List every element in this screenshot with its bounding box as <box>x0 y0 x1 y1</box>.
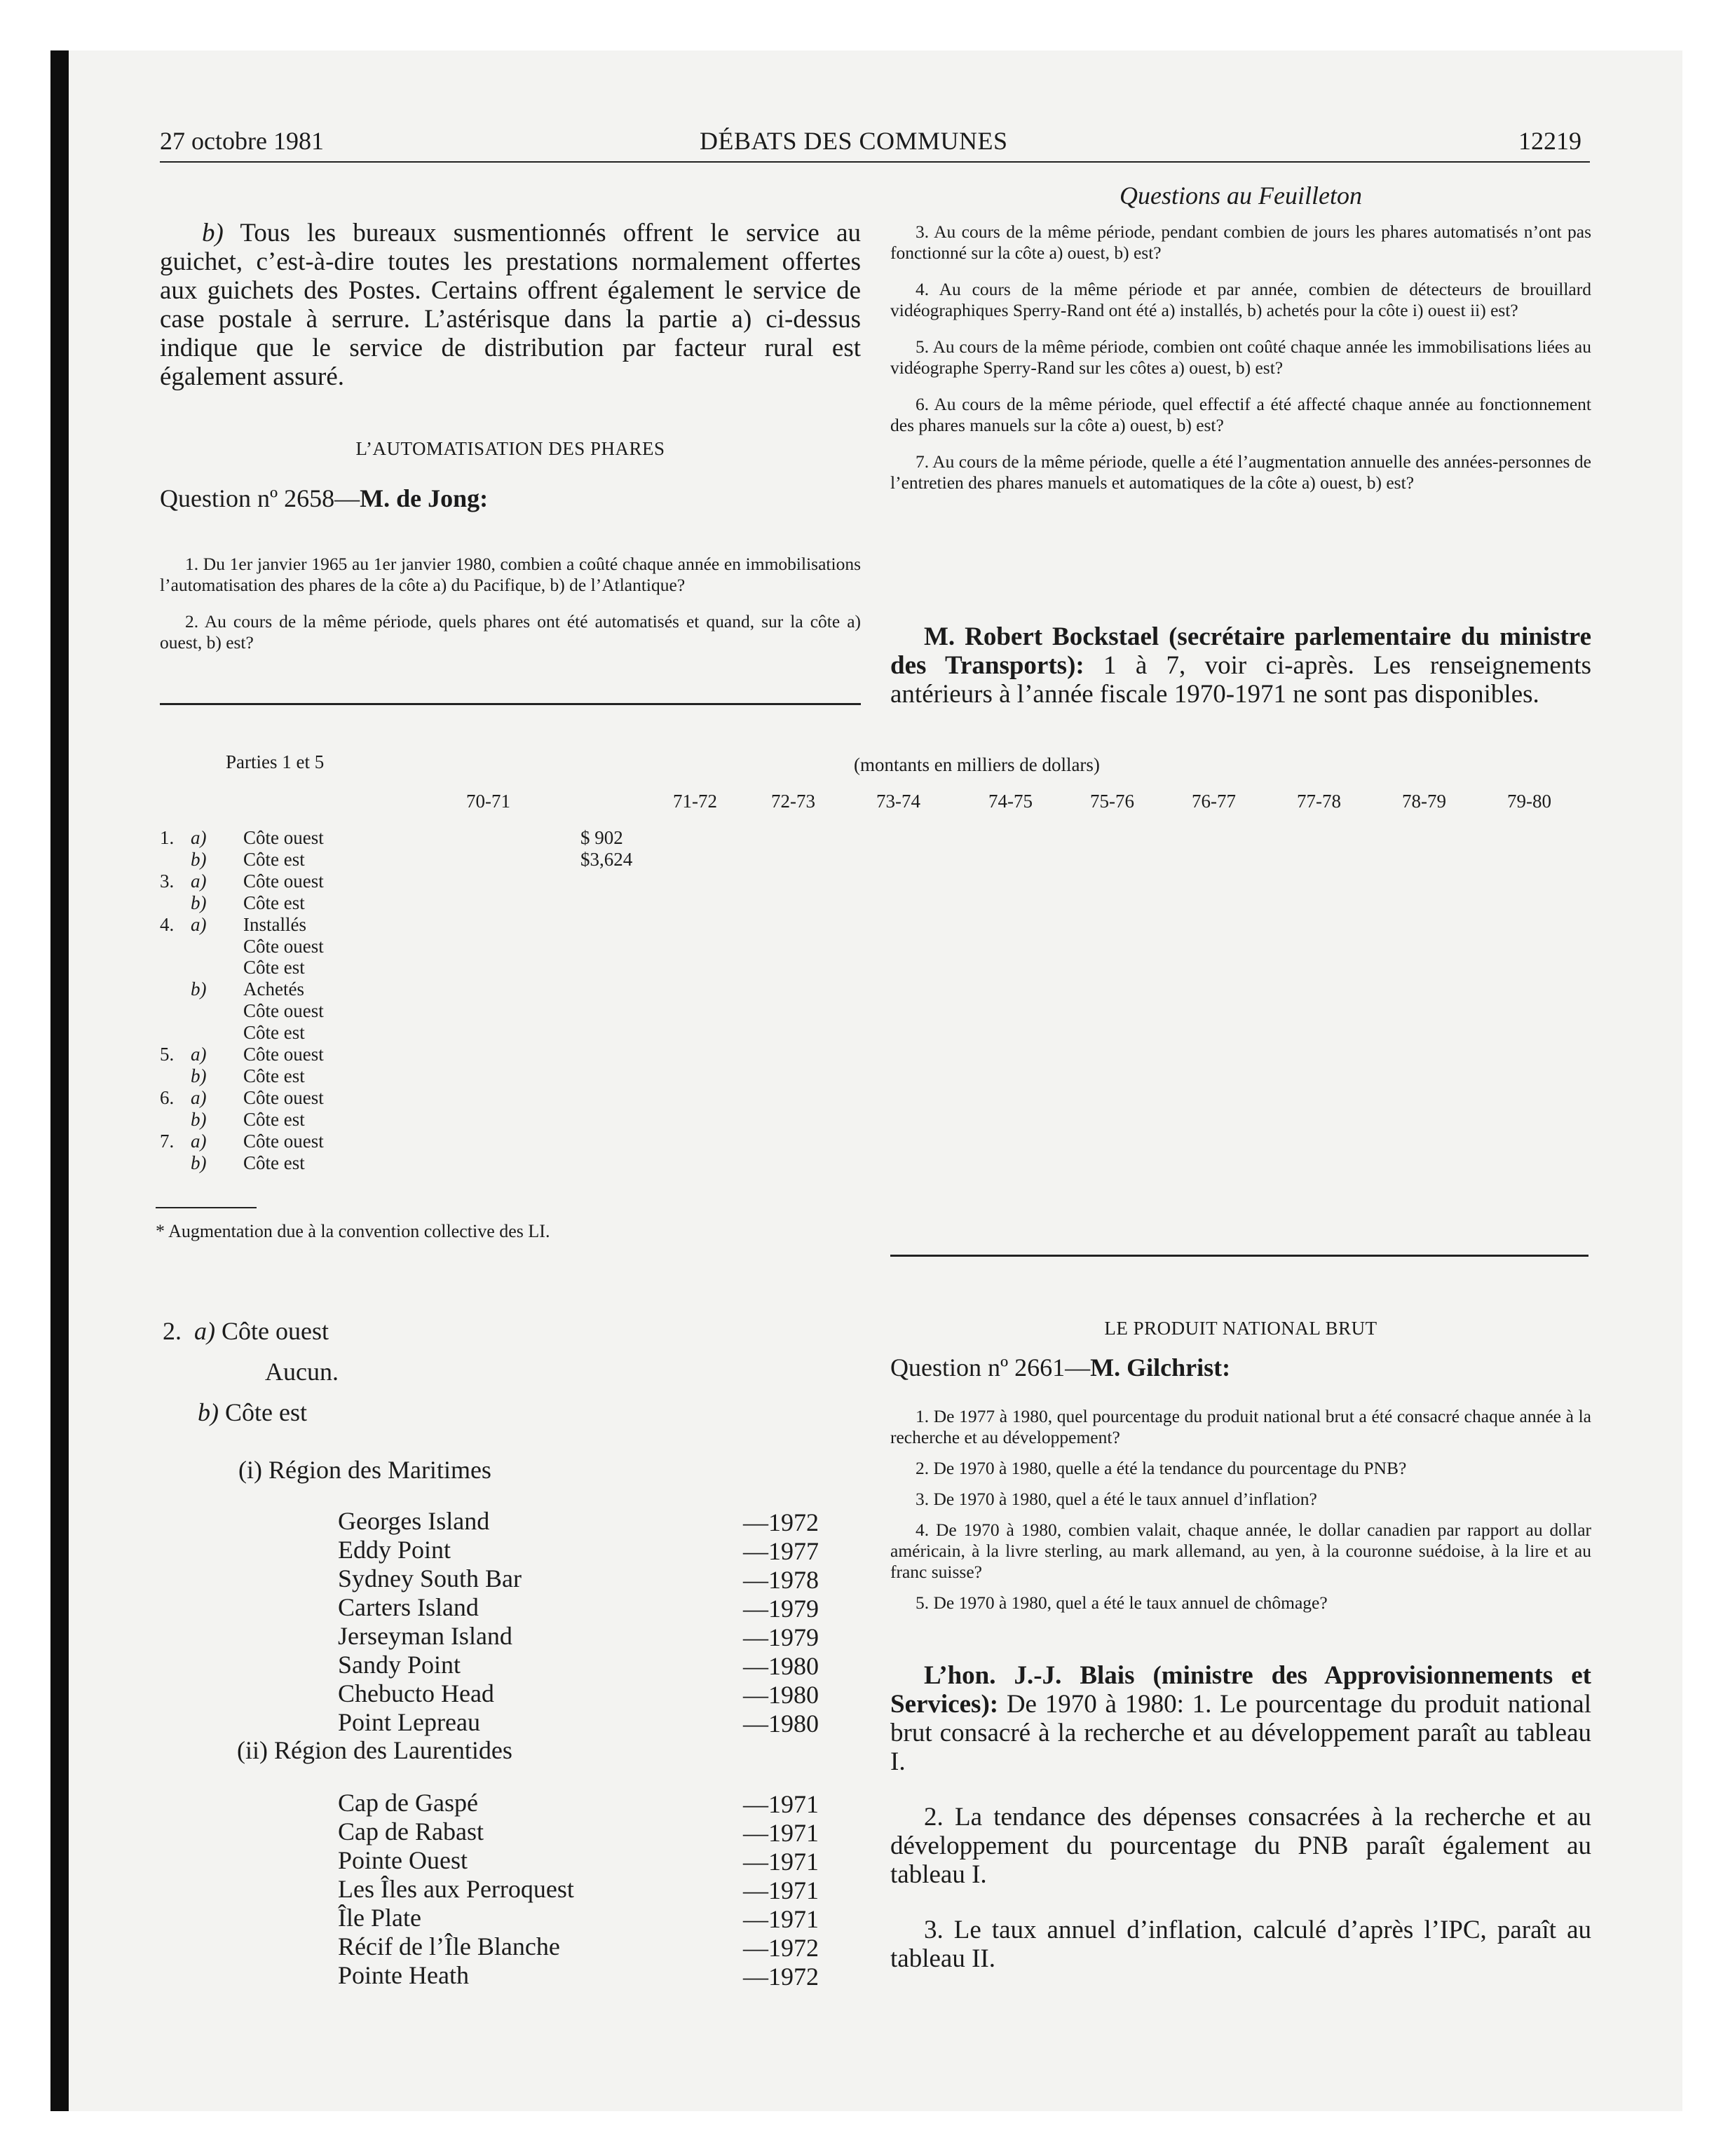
table-row-label: Côte est <box>243 892 305 913</box>
left-column-rule <box>160 703 861 705</box>
gnp-question-1: 1. De 1977 à 1980, quel pourcentage du produit national brut a été consacré chaque année à la recherche et au développement? <box>890 1406 1591 1447</box>
answer-2-number: 2. <box>163 1317 182 1345</box>
table-row-sub: a) <box>191 827 207 848</box>
lighthouse-name: Eddy Point <box>338 1536 451 1564</box>
region-laurentides-heading: (ii) Région des Laurentides <box>237 1736 512 1764</box>
question-2658-label: Question nº 2658— <box>160 484 360 512</box>
question-2661-label: Question nº 2661— <box>890 1353 1091 1381</box>
answer-blais <box>890 1661 1591 1973</box>
lighthouse-year: —1978 <box>743 1566 819 1594</box>
lighthouse-name: Jerseyman Island <box>338 1622 512 1650</box>
table-row-label: Côte ouest <box>243 870 324 892</box>
table-row-sub: a) <box>191 870 207 892</box>
lighthouse-year: —1980 <box>743 1652 819 1680</box>
lighthouse-year: —1980 <box>743 1681 819 1709</box>
table-row-label: Côte est <box>243 1022 305 1044</box>
table-year-header: 74-75 <box>988 791 1033 812</box>
answer-2a-label: a) <box>194 1317 215 1345</box>
question-item-5: 5. Au cours de la même période, combien ont coûté chaque année les immobilisations liées au vidéographe Sperry-Rand sur les côtes a) ouest, b) est? <box>890 336 1591 378</box>
lighthouse-name: Les Îles aux Perroquest <box>338 1875 574 1903</box>
lighthouse-name: Georges Island <box>338 1507 490 1535</box>
answer-blais-speaker: L’hon. J.-J. Blais (ministre des Approvisionnements et Services): <box>890 1661 1591 1719</box>
table-row-sub: a) <box>191 1044 207 1065</box>
lighthouse-year: —1971 <box>743 1905 819 1933</box>
gnp-question-5: 5. De 1970 à 1980, quel a été le taux annuel de chômage? <box>916 1592 1328 1613</box>
answer-2b-label: b) <box>198 1398 219 1426</box>
table-row-number: 1. <box>160 827 175 848</box>
question-item-6: 6. Au cours de la même période, quel effectif a été affecté chaque année au fonctionnement des phares manuels sur la côte a) ouest, b) est? <box>890 394 1591 435</box>
table-footnote: * Augmentation due à la convention collective des LI. <box>156 1221 550 1241</box>
table-year-header: 77-78 <box>1297 791 1341 812</box>
answer-blais-text-1: De 1970 à 1980: 1. Le pourcentage du produit national brut consacré à la recherche et au développement paraît au tableau I. <box>890 1690 1591 1776</box>
table-year-header: 79-80 <box>1507 791 1551 812</box>
answer-2b-title: Côte est <box>225 1398 307 1426</box>
lighthouse-name: Île Plate <box>338 1904 421 1932</box>
table-row-sub: a) <box>191 1130 207 1152</box>
table-row-label: Côte est <box>243 848 305 870</box>
region-maritimes-heading: (i) Région des Maritimes <box>238 1456 491 1484</box>
table-row-label: Côte ouest <box>243 935 324 957</box>
lighthouse-name: Récif de l’Île Blanche <box>338 1932 560 1960</box>
table-year-header: 72-73 <box>771 791 815 812</box>
table-row-sub: a) <box>191 1086 207 1108</box>
table-row-sub: b) <box>191 1108 207 1130</box>
table-cell-70-71-dollars: $ 902 <box>580 827 623 848</box>
lighthouse-name: Chebucto Head <box>338 1679 494 1707</box>
lighthouse-year: —1972 <box>743 1934 819 1962</box>
table-year-header: 73-74 <box>876 791 920 812</box>
gnp-question-3: 3. De 1970 à 1980, quel a été le taux annuel d’inflation? <box>916 1489 1317 1509</box>
running-title: Questions au Feuilleton <box>1120 182 1362 210</box>
table-parts-label: Parties 1 et 5 <box>226 751 325 772</box>
table-units-label: (montants en milliers de dollars) <box>854 754 1100 775</box>
table-row-sub: a) <box>191 913 207 935</box>
table-row-number: 7. <box>160 1130 175 1152</box>
lighthouse-name: Pointe Heath <box>338 1961 469 1989</box>
table-row-label: Achetés <box>243 978 304 1000</box>
lighthouse-name: Carters Island <box>338 1593 479 1621</box>
table-row-label: Côte est <box>243 1065 305 1086</box>
table-cell-70-71-dollars: $3,624 <box>580 848 633 870</box>
lighthouse-name: Cap de Rabast <box>338 1817 484 1845</box>
answer-2-heading <box>163 1316 329 1346</box>
question-2658-item-1: 1. Du 1er janvier 1965 au 1er janvier 1980, combien a coûté chaque année en immobilisations l’automatisation des phares de la côte a) du Pacifique, b) de l’Atlantique? <box>160 554 861 595</box>
lighthouse-year: —1977 <box>743 1537 819 1565</box>
lighthouse-name: Point Lepreau <box>338 1708 480 1736</box>
table-year-header: 70-71 <box>466 791 510 812</box>
table-row-sub: b) <box>191 892 207 913</box>
table-year-header: 75-76 <box>1090 791 1134 812</box>
table-year-header: 71-72 <box>673 791 717 812</box>
lighthouse-name: Pointe Ouest <box>338 1846 468 1874</box>
question-item-4: 4. Au cours de la même période et par année, combien de détecteurs de brouillard vidéographiques Sperry-Rand ont été a) installés, b) achetés pour la côte i) ouest ii) est? <box>890 279 1591 320</box>
table-row-number: 4. <box>160 913 175 935</box>
header-page-number: 12219 <box>1518 127 1581 155</box>
answer-bockstael-text: 1 à 7, voir ci-après. Les renseignements antérieurs à l’année fiscale 1970-1971 ne sont pas disponibles. <box>890 651 1591 709</box>
question-2658-items <box>160 554 861 653</box>
question-item-3: 3. Au cours de la même période, pendant combien de jours les phares automatisés n’ont pas fonctionné sur la côte a) ouest, b) est? <box>890 221 1591 263</box>
table-row-label: Côte est <box>243 957 305 978</box>
lighthouse-name: Sandy Point <box>338 1651 461 1679</box>
question-2658-member: M. de Jong: <box>360 484 489 512</box>
table-row-sub: b) <box>191 1152 207 1173</box>
scan-binding-edge <box>50 50 69 2111</box>
question-2661-member: M. Gilchrist: <box>1090 1353 1231 1381</box>
table-row-label: Côte ouest <box>243 1086 324 1108</box>
left-column-top <box>160 219 861 391</box>
table-row-label: Côte ouest <box>243 1130 324 1152</box>
table-row-number: 5. <box>160 1044 175 1065</box>
lighthouse-year: —1980 <box>743 1710 819 1738</box>
footnote-rule <box>156 1207 257 1208</box>
table-row-label: Installés <box>243 913 306 935</box>
question-2658-heading <box>160 484 488 513</box>
table-row-number: 6. <box>160 1086 175 1108</box>
lighthouse-year: —1971 <box>743 1790 819 1818</box>
paragraph-b-text: Tous les bureaux susmentionnés offrent le service au guichet, c’est-à-dire toutes les prestations normalement offertes aux guichets des Postes. Certains offrent également le service de case postale à serrure. L’astérisque dans la partie a) ci-dessus indique que le service de distribution par facteur rural est également assuré. <box>160 219 861 391</box>
question-2661-items <box>890 1406 1591 1613</box>
header-title: DÉBATS DES COMMUNES <box>700 127 1008 155</box>
lighthouse-name: Cap de Gaspé <box>338 1789 478 1817</box>
table-year-header: 76-77 <box>1192 791 1236 812</box>
gnp-question-4: 4. De 1970 à 1980, combien valait, chaque année, le dollar canadien par rapport au dollar américain, à la livre sterling, au mark allemand, au yen, à la couronne suédoise, à la lire et au franc suisse? <box>890 1520 1591 1582</box>
table-row-label: Côte est <box>243 1152 305 1173</box>
table-row-label: Côte est <box>243 1108 305 1130</box>
table-row-sub: b) <box>191 848 207 870</box>
section-title-gnp: LE PRODUIT NATIONAL BRUT <box>1104 1318 1377 1339</box>
answer-blais-text-2: 2. La tendance des dépenses consacrées à la recherche et au développement du pourcentage du PNB paraît également au tableau I. <box>890 1803 1591 1889</box>
table-row-sub: b) <box>191 978 207 1000</box>
header-rule <box>160 161 1590 163</box>
paragraph-b <box>160 219 861 391</box>
lighthouse-year: —1971 <box>743 1876 819 1904</box>
answer-bockstael-speaker: M. Robert Bockstael (secrétaire parlementaire du ministre des Transports): <box>890 622 1591 680</box>
header-date: 27 octobre 1981 <box>160 127 324 155</box>
table-row-number: 3. <box>160 870 175 892</box>
paragraph-b-label: b) <box>202 219 224 247</box>
question-2658-item-2: 2. Au cours de la même période, quels phares ont été automatisés et quand, sur la côte a) ouest, b) est? <box>160 611 861 653</box>
table-row-sub: b) <box>191 1065 207 1086</box>
table-row-label: Côte ouest <box>243 827 324 848</box>
answer-bockstael <box>890 622 1591 709</box>
lighthouse-year: —1971 <box>743 1848 819 1876</box>
lighthouse-year: —1979 <box>743 1623 819 1651</box>
table-row-label: Côte ouest <box>243 1044 324 1065</box>
table-row-label: Côte ouest <box>243 1000 324 1022</box>
answer-2a-value: Aucun. <box>265 1358 339 1386</box>
lighthouse-year: —1972 <box>743 1508 819 1536</box>
answer-blais-text-3: 3. Le taux annuel d’inflation, calculé d’après l’IPC, paraît au tableau II. <box>890 1916 1591 1973</box>
table-year-header: 78-79 <box>1402 791 1446 812</box>
lighthouse-year: —1972 <box>743 1963 819 1991</box>
answer-2a-title: Côte ouest <box>222 1317 329 1345</box>
gnp-question-2: 2. De 1970 à 1980, quelle a été la tendance du pourcentage du PNB? <box>916 1458 1407 1478</box>
right-column-questions <box>890 221 1591 493</box>
right-column-rule <box>890 1255 1588 1257</box>
answer-2b-heading <box>198 1398 307 1427</box>
lighthouse-name: Sydney South Bar <box>338 1564 522 1592</box>
section-title-automation: L’AUTOMATISATION DES PHARES <box>355 438 665 459</box>
lighthouse-year: —1971 <box>743 1819 819 1847</box>
question-2661-heading <box>890 1353 1230 1382</box>
lighthouse-year: —1979 <box>743 1595 819 1623</box>
question-item-7: 7. Au cours de la même période, quelle a été l’augmentation annuelle des années-personnes de l’entretien des phares manuels et automatiques de la côte a) ouest, b) est? <box>890 451 1591 493</box>
